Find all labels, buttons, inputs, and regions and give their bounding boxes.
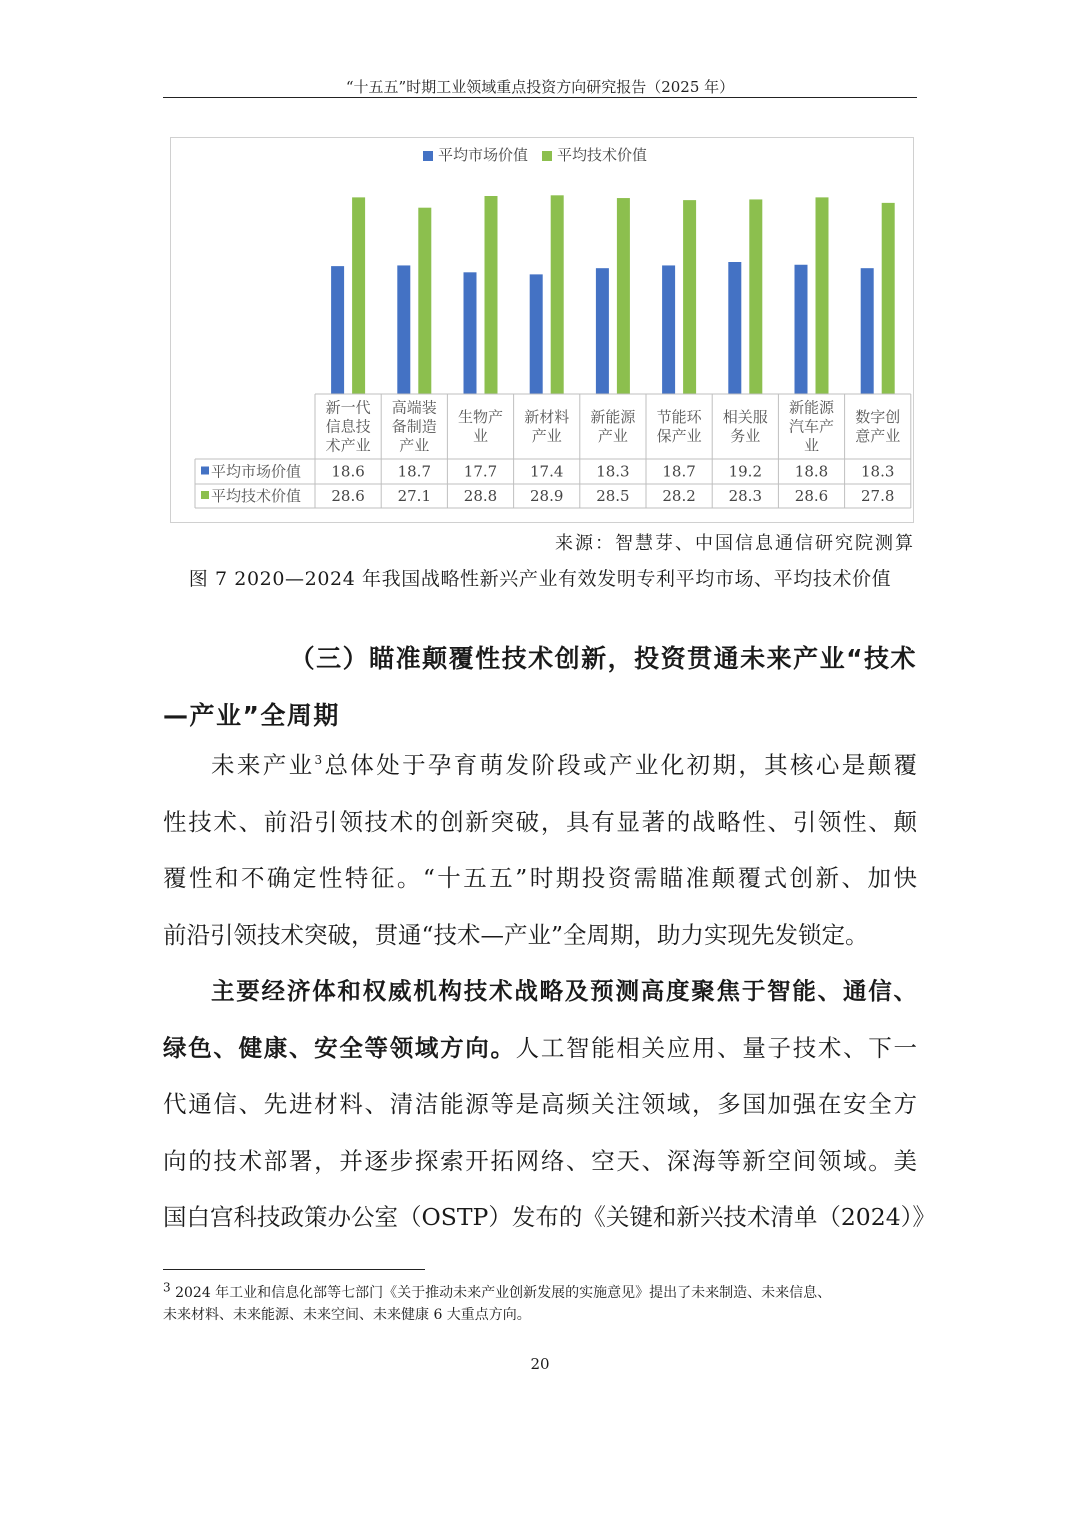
bar-0 <box>530 274 543 394</box>
data-label: 28.6 <box>331 487 365 505</box>
bar-1 <box>816 197 829 394</box>
paragraph-1 <box>163 737 917 963</box>
legend-label: 平均技术价值 <box>557 146 648 164</box>
legend-swatch <box>542 151 552 161</box>
bar-0 <box>861 268 874 394</box>
paragraph-line: 向的技术部署，并逐步探索开拓网络、空天、深海等新空间领域。美 <box>163 1146 917 1175</box>
data-label: 27.1 <box>397 487 432 505</box>
bar-0 <box>728 262 741 394</box>
running-header: “十五五”时期工业领域重点投资方向研究报告（2025 年） <box>345 78 735 96</box>
category-label: 新材料产业 <box>524 408 570 445</box>
category-label: 相关服务业 <box>722 408 768 445</box>
bar-0 <box>596 268 609 394</box>
text-run: 未来产业 <box>211 751 315 779</box>
figure-caption: 图 7 2020—2024 年我国战略性新兴产业有效发明专利平均市场、平均技术价值 <box>188 568 892 590</box>
legend-swatch <box>423 151 433 161</box>
data-label: 28.9 <box>529 487 564 505</box>
category-label: 高端装备制造产业 <box>391 398 437 455</box>
data-label: 17.4 <box>529 462 564 481</box>
paragraph-line: 性技术、前沿引领技术的创新突破，具有显著的战略性、引领性、颠 <box>163 807 917 836</box>
footnote-line: 未来材料、未来能源、未来空间、未来健康 6 大重点方向。 <box>163 1307 531 1323</box>
row-swatch <box>201 467 209 475</box>
data-label: 28.6 <box>794 487 829 505</box>
legend-label: 平均市场价值 <box>438 146 529 164</box>
bar-1 <box>617 198 630 394</box>
data-label: 28.5 <box>596 487 630 505</box>
paragraph-line <box>163 737 917 794</box>
footnote-ref[interactable]: 3 <box>314 753 323 768</box>
bar-0 <box>464 272 477 394</box>
bold-text: 绿色、健康、安全等领域方向。 <box>163 1033 516 1062</box>
data-label: 28.3 <box>728 487 763 505</box>
bar-1 <box>551 195 564 394</box>
row-header: 平均技术价值 <box>211 487 302 505</box>
text-run: 总体处于孕育萌发阶段或产业化初期，其核心是颠覆 <box>322 751 918 779</box>
footnote-rule <box>163 1269 425 1270</box>
bar-0 <box>331 266 344 394</box>
data-label: 18.6 <box>331 462 365 481</box>
bar-chart <box>171 138 913 522</box>
paragraph-line: 代通信、先进材料、清洁能源等是高频关注领域，多国加强在安全方 <box>163 1090 917 1118</box>
paragraph-line: 前沿引领技术突破，贯通“技术—产业”全周期，助力实现先发锁定。 <box>163 920 869 949</box>
bar-1 <box>418 208 431 394</box>
bold-text: 主要经济体和权威机构技术战略及预测高度聚焦于智能、通信、 <box>211 977 917 1005</box>
data-label: 18.7 <box>662 462 696 481</box>
category-label: 新能源产业 <box>590 408 636 445</box>
data-label: 18.3 <box>860 462 895 481</box>
header-rule <box>163 97 917 98</box>
footnote <box>163 1282 917 1326</box>
section-heading-line-1: （三）瞄准颠覆性技术创新，投资贯通未来产业“技术 <box>289 644 917 673</box>
paragraph-2 <box>163 963 936 1246</box>
category-label: 新一代信息技术产业 <box>325 398 371 455</box>
page-number: 20 <box>530 1355 550 1373</box>
bar-1 <box>485 196 498 394</box>
footnote-marker: 3 <box>163 1280 171 1295</box>
chart-source: 来源：智慧芽、中国信息通信研究院测算 <box>555 533 915 554</box>
category-label: 数字创意产业 <box>855 408 901 445</box>
data-label: 18.7 <box>397 462 432 481</box>
bar-0 <box>397 265 410 394</box>
data-label: 28.2 <box>662 487 696 505</box>
data-label: 18.3 <box>596 462 630 481</box>
bar-1 <box>683 200 696 394</box>
paragraph-line <box>163 1020 917 1077</box>
data-label: 19.2 <box>728 462 763 481</box>
section-heading <box>163 630 917 744</box>
row-header: 平均市场价值 <box>211 462 302 481</box>
bar-1 <box>352 197 365 394</box>
category-label: 节能环保产业 <box>656 408 702 445</box>
text-run: 2024 年工业和信息化部等七部门《关于推动未来产业创新发展的实施意见》提出了未来制造、未来信息、 <box>170 1285 832 1301</box>
paragraph-line <box>163 963 917 1020</box>
bar-1 <box>882 203 895 394</box>
row-swatch <box>201 491 209 499</box>
data-label: 27.8 <box>860 487 895 505</box>
data-label: 18.8 <box>794 462 829 481</box>
bar-1 <box>749 199 762 394</box>
bar-0 <box>795 265 808 394</box>
text-run: 人工智能相关应用、量子技术、下一 <box>515 1033 918 1062</box>
category-label: 生物产业 <box>457 408 504 445</box>
paragraph-line: 覆性和不确定性特征。“十五五”时期投资需瞄准颠覆式创新、加快 <box>163 864 917 892</box>
chart-frame <box>170 137 914 523</box>
footnote-line <box>163 1282 917 1304</box>
category-label: 新能源汽车产业 <box>788 398 835 455</box>
section-heading-line-2: —产业”全周期 <box>163 701 340 730</box>
data-label: 28.8 <box>463 487 498 505</box>
bar-0 <box>662 265 675 394</box>
paragraph-line: 国白宫科技政策办公室（OSTP）发布的《关键和新兴技术清单（2024）》 <box>163 1203 936 1231</box>
data-label: 17.7 <box>463 462 498 481</box>
